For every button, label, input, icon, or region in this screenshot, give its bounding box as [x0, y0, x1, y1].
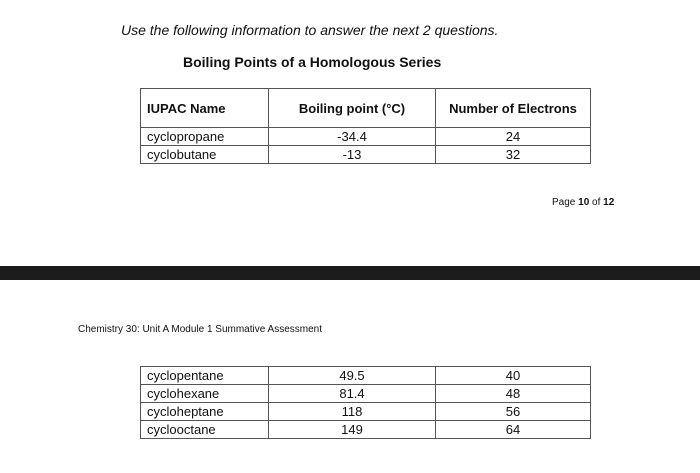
- boiling-point-cell: 81.4: [269, 385, 436, 403]
- page-break-divider: [0, 266, 700, 280]
- boiling-points-table: [140, 88, 591, 164]
- iupac-name-cell: cyclohexane: [141, 385, 269, 403]
- electrons-cell: 56: [436, 403, 591, 421]
- iupac-name-cell: cyclopentane: [141, 367, 269, 385]
- electrons-cell: 48: [436, 385, 591, 403]
- page-label: Page: [552, 197, 579, 208]
- page-of: of: [589, 197, 604, 208]
- boiling-point-cell: 149: [269, 421, 436, 439]
- page-number: [552, 197, 614, 208]
- table-title: Boiling Points of a Homologous Series: [183, 54, 442, 70]
- electrons-cell: 32: [436, 146, 591, 164]
- electrons-cell: 40: [436, 367, 591, 385]
- table-header-row: [141, 89, 591, 128]
- electrons-cell: 24: [436, 128, 591, 146]
- table-row: [141, 403, 591, 421]
- iupac-name-cell: cycloheptane: [141, 403, 269, 421]
- page-current: 10: [578, 197, 590, 208]
- page-total: 12: [603, 197, 615, 208]
- table-row: [141, 128, 591, 146]
- table-row: [141, 367, 591, 385]
- boiling-point-cell: 49.5: [269, 367, 436, 385]
- document-header: Chemistry 30: Unit A Module 1 Summative Assessment: [78, 324, 322, 335]
- boiling-point-cell: -34.4: [269, 128, 436, 146]
- header-boiling-point: Boiling point (°C): [269, 89, 436, 128]
- boiling-point-cell: -13: [269, 146, 436, 164]
- table-row: [141, 421, 591, 439]
- instruction-text: Use the following information to answer the next 2 questions.: [121, 22, 499, 38]
- boiling-point-cell: 118: [269, 403, 436, 421]
- header-number-of-electrons: Number of Electrons: [436, 89, 591, 128]
- header-iupac-name: IUPAC Name: [141, 89, 269, 128]
- iupac-name-cell: cyclooctane: [141, 421, 269, 439]
- table-row: [141, 146, 591, 164]
- boiling-points-table-continued: [140, 366, 591, 439]
- iupac-name-cell: cyclopropane: [141, 128, 269, 146]
- iupac-name-cell: cyclobutane: [141, 146, 269, 164]
- electrons-cell: 64: [436, 421, 591, 439]
- table-row: [141, 385, 591, 403]
